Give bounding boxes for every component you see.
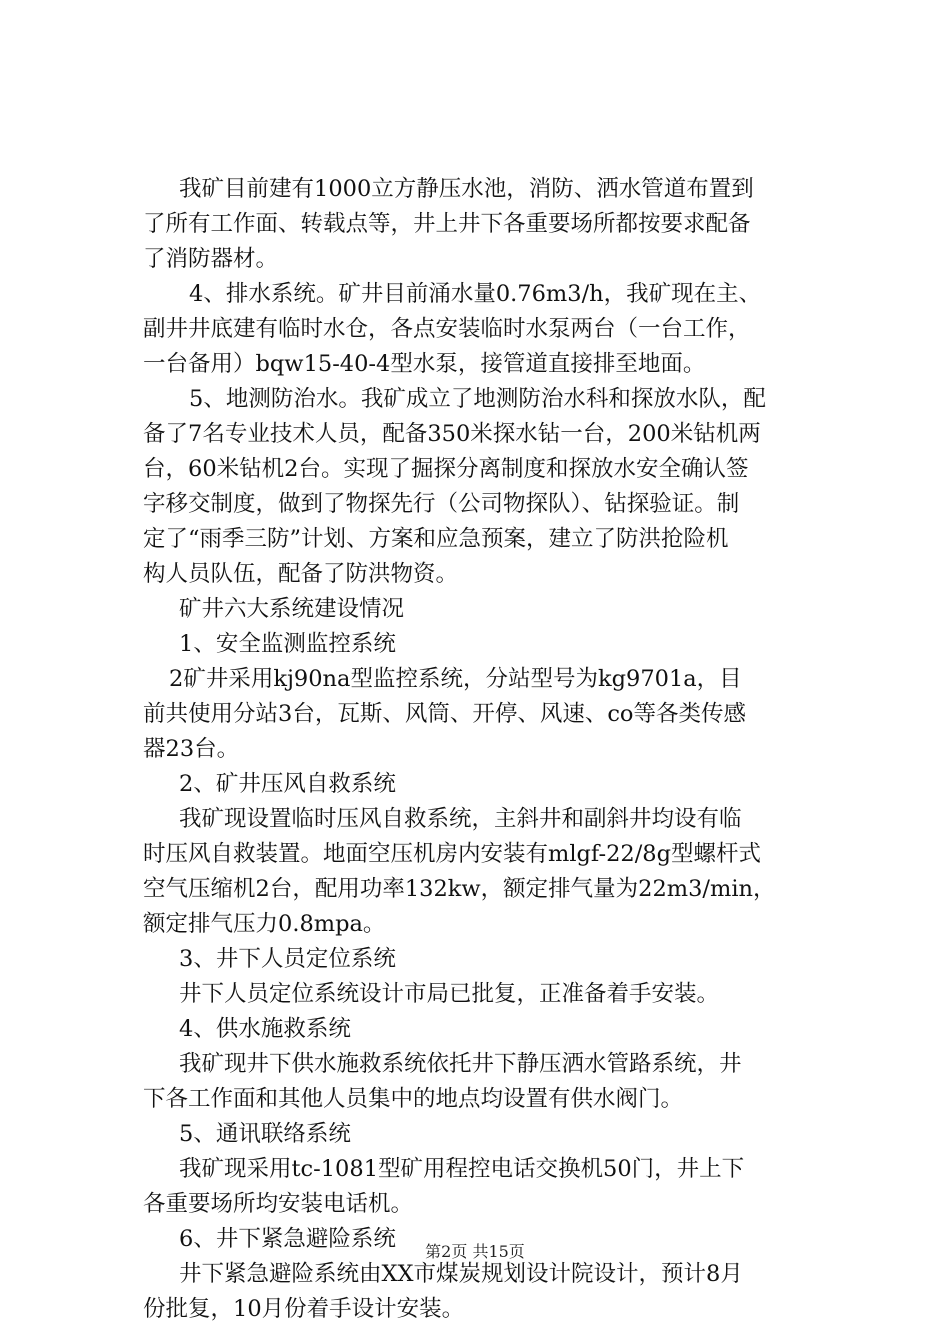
subsection-heading: 3、井下人员定位系统 bbox=[179, 946, 396, 972]
paragraph-line: 了消防器材。 bbox=[143, 246, 279, 272]
paragraph-line: 我矿目前建有1000立方静压水池，消防、洒水管道布置到 bbox=[179, 176, 754, 202]
paragraph-line: 井下人员定位系统设计市局已批复，正准备着手安装。 bbox=[179, 981, 720, 1007]
paragraph-line: 器23台。 bbox=[143, 736, 240, 762]
section-heading: 矿井六大系统建设情况 bbox=[179, 596, 405, 622]
subsection-heading: 4、供水施救系统 bbox=[179, 1016, 351, 1042]
paragraph-line: 台，60米钻机2台。实现了掘探分离制度和探放水安全确认签 bbox=[143, 456, 749, 482]
paragraph-line: 井下紧急避险系统由XX市煤炭规划设计院设计，预计8月 bbox=[179, 1261, 743, 1287]
paragraph-line: 副井井底建有临时水仓，各点安装临时水泵两台（一台工作， bbox=[143, 316, 751, 342]
paragraph-line: 我矿现井下供水施救系统依托井下静压洒水管路系统，井 bbox=[179, 1051, 742, 1077]
paragraph-line: 5、地测防治水。我矿成立了地测防治水科和探放水队，配 bbox=[189, 386, 766, 412]
subsection-heading: 6、井下紧急避险系统 bbox=[179, 1226, 396, 1252]
subsection-heading: 2、矿井压风自救系统 bbox=[179, 771, 396, 797]
paragraph-line: 4、排水系统。矿井目前涌水量0.76m3/h，我矿现在主、 bbox=[189, 281, 762, 307]
paragraph-line: 我矿现设置临时压风自救系统，主斜井和副斜井均设有临 bbox=[179, 806, 742, 832]
paragraph-line: 时压风自救装置。地面空压机房内安装有mlgf-22/8g型螺杆式 bbox=[143, 841, 761, 867]
paragraph-line: 2矿井采用kj90na型监控系统，分站型号为kg9701a，目 bbox=[169, 666, 742, 692]
subsection-heading: 5、通讯联络系统 bbox=[179, 1121, 351, 1147]
paragraph-line: 下各工作面和其他人员集中的地点均设置有供水阀门。 bbox=[143, 1086, 684, 1112]
paragraph-line: 一台备用）bqw15-40-4型水泵，接管道直接排至地面。 bbox=[143, 351, 706, 377]
paragraph-line: 构人员队伍，配备了防洪物资。 bbox=[143, 561, 459, 587]
body-text bbox=[143, 172, 833, 1327]
paragraph-line: 定了“雨季三防”计划、方案和应急预案，建立了防洪抢险机 bbox=[143, 526, 729, 552]
paragraph-line: 各重要场所均安装电话机。 bbox=[143, 1191, 414, 1217]
paragraph-line: 了所有工作面、转载点等，井上井下各重要场所都按要求配备 bbox=[143, 211, 751, 237]
paragraph-line: 前共使用分站3台，瓦斯、风筒、开停、风速、co等各类传感 bbox=[143, 701, 746, 727]
paragraph-line: 额定排气压力0.8mpa。 bbox=[143, 911, 386, 937]
paragraph-line: 份批复，10月份着手设计安装。 bbox=[143, 1296, 465, 1322]
paragraph-line: 备了7名专业技术人员，配备350米探水钻一台，200米钻机两 bbox=[143, 421, 761, 447]
paragraph-line: 我矿现采用tc-1081型矿用程控电话交换机50门，井上下 bbox=[179, 1156, 745, 1182]
subsection-heading: 1、安全监测监控系统 bbox=[179, 631, 396, 657]
page-footer: 第2页 共15页 bbox=[425, 1242, 525, 1261]
paragraph-line: 字移交制度，做到了物探先行（公司物探队）、钻探验证。制 bbox=[143, 491, 740, 517]
paragraph-line: 空气压缩机2台，配用功率132kw，额定排气量为22m3/min， bbox=[143, 876, 776, 902]
